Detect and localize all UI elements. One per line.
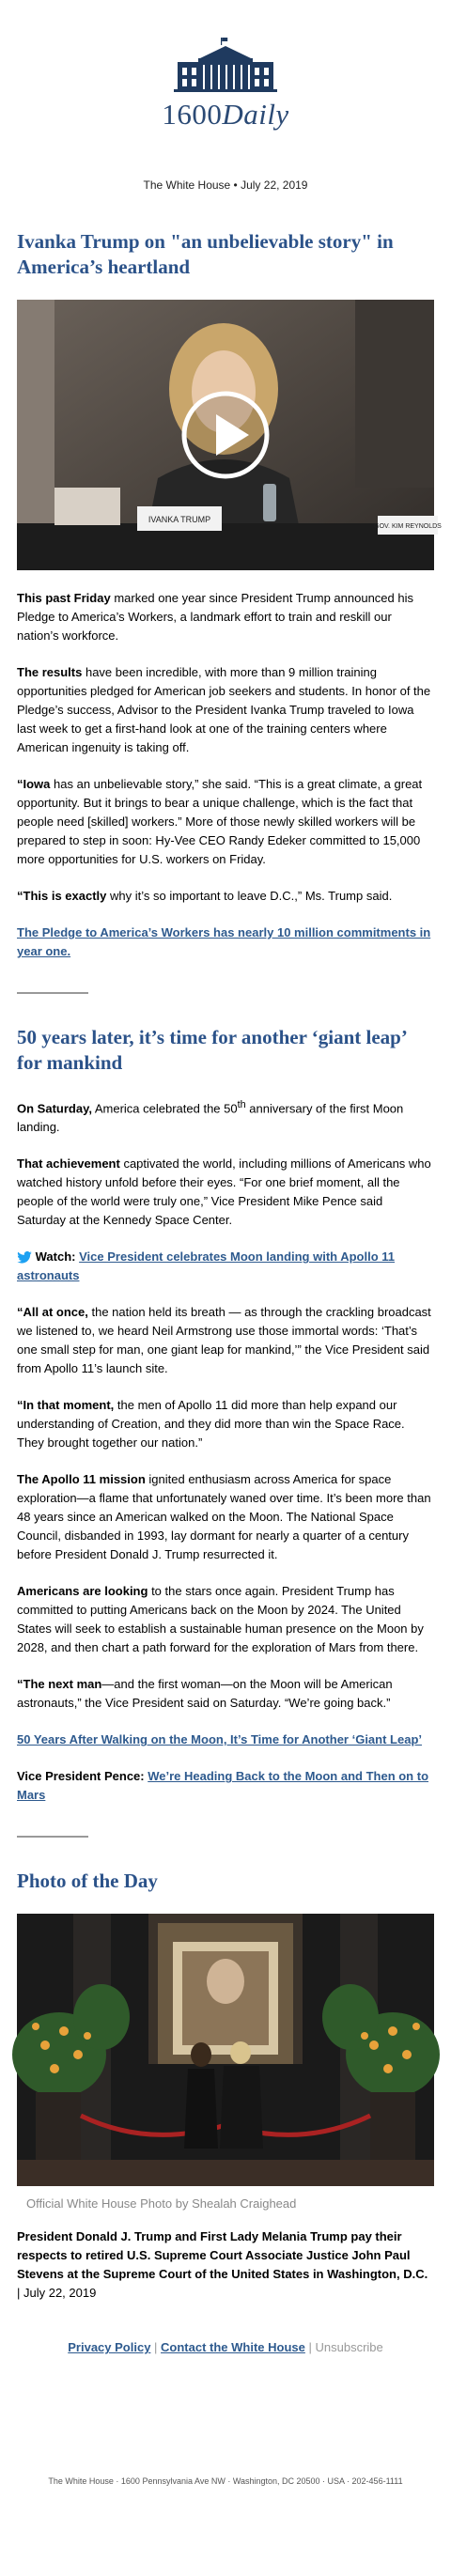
paragraph: Americans are looking to the stars once again. President Trump has committed to putting Americans back on the Moon by 2024. The United States will seek to establish a sustainable human presence on the Moon by 2028, and then chart a path forward for the exploration of Mars from there. [17,1584,424,1655]
twitter-bird-icon [17,1251,32,1264]
giant-leap-link[interactable]: 50 Years After Walking on the Moon, It’s Time for Another ‘Giant Leap’ [17,1732,422,1747]
paragraph: “All at once, the nation held its breath — as through the crackling broadcast we listened to, we heard Neil Armstrong use those immortal words: ‘That’s one small step for man, one giant leap for mankind,’” the Vice President said from Apollo 11’s launch site. [17,1305,431,1376]
vp-link-paragraph [17,1767,434,1805]
video-name-card: IVANKA TRUMP [148,515,211,524]
video-thumbnail[interactable] [17,300,442,570]
photo-section-title: Photo of the Day [17,1870,158,1893]
watch-paragraph [17,1248,434,1285]
paragraph: This past Friday marked one year since President Trump announced his Pledge to America’s Workers, a landmark effort to train and reskill our nation’s workforce. [17,591,413,643]
section-divider [17,1836,88,1838]
photo-of-the-day [0,1869,451,2303]
paragraph: “In that moment, the men of Apollo 11 did more than help expand our understanding of Creation, and they did more than win the Space Race. They brought together our nation.” [17,1398,405,1451]
paragraph: “This is exactly why it’s so important to leave D.C.,” Ms. Trump said. [17,889,393,903]
paragraph: “Iowa has an unbelievable story,” she said. “This is a great climate, a great opportunity. But it brings to bear a unique challenge, which is the fact that people need [skilled] workers.” More of those newly skilled workers will be prepared to step in soon: Hy-Vee CEO Randy Edeker committed to 15,000 more opportunities for U.S. workers on Friday. [17,777,423,866]
pledge-link[interactable]: The Pledge to America’s Workers has nearly 10 million commitments in year one. [17,925,431,958]
photo-of-the-day-image [17,1914,434,2186]
play-icon[interactable] [179,388,272,482]
moon-mars-link[interactable]: We’re Heading Back to the Moon and Then on to Mars [17,1769,429,1803]
vp-label: Vice President Pence: [17,1769,145,1784]
watch-label: Watch: [35,1249,76,1265]
paragraph: On Saturday, America celebrated the 50th anniversary of the first Moon landing. [17,1099,404,1135]
link-paragraph [17,1730,434,1749]
contact-link[interactable]: Contact the White House [161,2340,305,2355]
footer-separator: | [150,2340,162,2355]
paragraph: That achievement captivated the world, including millions of Americans who watched history unfold before their eyes. “For one brief moment, all the people of the world were truly one,” Vice President Mike Pence said Saturday at the Kennedy Space Center. [17,1156,431,1228]
logo-word: Daily [222,98,289,131]
logo-number: 1600 [162,98,223,131]
story-title: 50 years later, it’s time for another ‘giant leap’ for mankind [17,1026,407,1074]
logo-wordmark [0,98,451,132]
dateline: The White House • July 22, 2019 [143,178,308,192]
footer-address: The White House · 1600 Pennsylvania Ave NW · Washington, DC 20500 · USA · 202-456-1111 [48,2476,403,2487]
story-apollo [0,1025,451,1838]
story-title: Ivanka Trump on "an unbelievable story" in America’s heartland [17,230,394,278]
watch-video-link[interactable]: Vice President celebrates Moon landing with Apollo 11 astronauts [17,1249,396,1283]
footer-separator: | [304,2340,316,2355]
paragraph: The results have been incredible, with more than 9 million training opportunities pledged for American job seekers and students. In honor of the Pledge’s success, Advisor to the President Ivanka Trump traveled to Iowa last week to get a first-hand look at one of the training centers where American ingenuity is taking off. [17,665,431,754]
section-divider [17,992,88,994]
footer-links [0,2340,451,2354]
privacy-policy-link[interactable]: Privacy Policy [68,2340,151,2355]
link-paragraph [17,923,434,961]
newsletter-header [0,0,451,132]
unsubscribe-link[interactable]: Unsubscribe [315,2340,383,2355]
story-ivanka [0,229,451,994]
photo-credit: Official White House Photo by Shealah Craighead [26,2196,297,2211]
photo-caption: President Donald J. Trump and First Lady Melania Trump pay their respects to retired U.S. Supreme Court Associate Justice John Paul Stevens at the Supreme Court of the United States in Washington, D.C. | July 22, 2019 [17,2229,428,2301]
paragraph: The Apollo 11 mission ignited enthusiasm across America for space exploration—a flame that unfortunately waned over time. It’s been more than 48 years since an American walked on the Moon. The National Space Council, disbanded in 1993, lay dormant for nearly a quarter of a century before President Donald J. Trump resurrected it. [17,1472,431,1562]
video-name-card-2: GOV. KIM REYNOLDS [374,523,442,530]
paragraph: “The next man—and the first woman—on the Moon will be American astronauts,” the Vice President said on Saturday. “We’re going back.” [17,1677,393,1711]
white-house-logo-icon [174,38,277,94]
